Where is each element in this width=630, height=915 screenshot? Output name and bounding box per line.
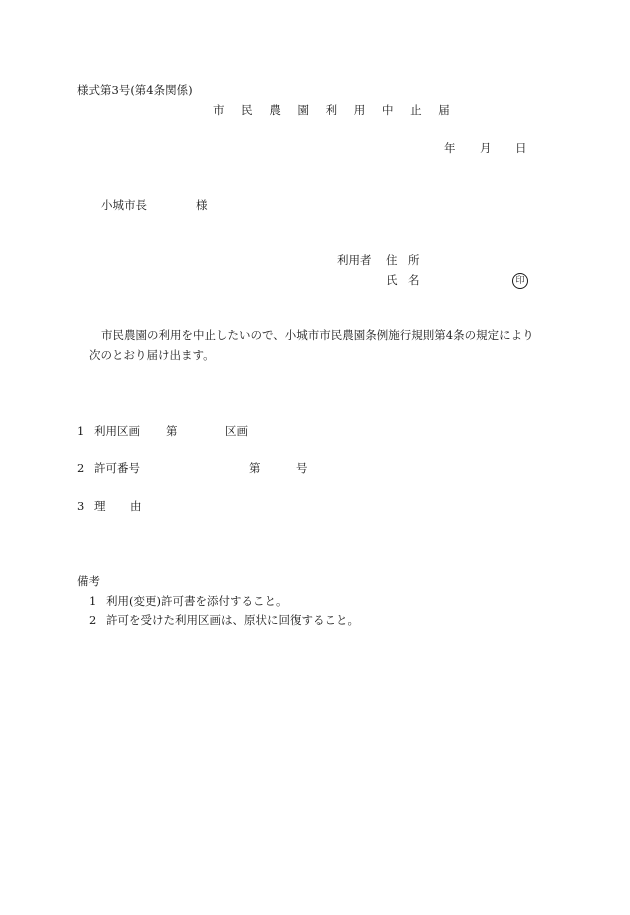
title-char: 農 [269, 103, 281, 117]
seal-icon: 印 [512, 273, 528, 289]
item-label-permit: 許可番号 [94, 461, 140, 475]
remark-number: 1 [89, 594, 97, 608]
permit-suffix: 号 [296, 461, 308, 475]
body-text-line-1: 市民農園の利用を中止したいので、小城市市民農園条例施行規則第4条の規定により [101, 328, 534, 342]
form-title [213, 105, 450, 117]
permit-prefix: 第 [249, 461, 261, 475]
body-text-line-2: 次のとおり届け出ます。 [89, 348, 215, 362]
addressee-honorific: 様 [196, 198, 208, 212]
title-char: 利 [325, 103, 338, 117]
item-label-reason-char: 由 [130, 499, 142, 513]
title-char: 民 [241, 103, 253, 117]
remark-number: 2 [89, 613, 97, 627]
title-char: 中 [381, 103, 394, 117]
item-label-reason-char: 理 [94, 499, 106, 513]
applicant-label: 利用者 [337, 253, 372, 267]
remark-text: 許可を受けた利用区画は、原状に回復すること。 [106, 613, 359, 627]
remark-text: 利用(変更)許可書を添付すること。 [106, 594, 288, 608]
plot-suffix: 区画 [225, 424, 248, 438]
address-label-char: 所 [408, 253, 420, 267]
name-label-char: 氏 [386, 273, 398, 287]
item-number: 2 [77, 461, 85, 475]
title-char: 園 [297, 103, 309, 117]
title-char: 届 [438, 103, 450, 117]
seal-mark [512, 273, 528, 289]
addressee-name: 小城市長 [101, 198, 147, 212]
plot-prefix: 第 [166, 424, 178, 438]
title-char: 止 [410, 103, 422, 117]
date-day-label: 日 [515, 141, 527, 155]
date-month-label: 月 [480, 141, 492, 155]
remarks-heading: 備考 [77, 574, 100, 588]
item-number: 3 [77, 499, 85, 513]
item-number: 1 [77, 424, 85, 438]
title-char: 用 [353, 103, 366, 117]
address-label-char: 住 [386, 253, 398, 267]
name-label-char: 名 [408, 273, 420, 287]
date-year-label: 年 [444, 141, 456, 155]
form-number: 様式第3号(第4条関係) [77, 83, 193, 97]
title-char: 市 [213, 103, 225, 117]
item-label-plot: 利用区画 [94, 424, 140, 438]
